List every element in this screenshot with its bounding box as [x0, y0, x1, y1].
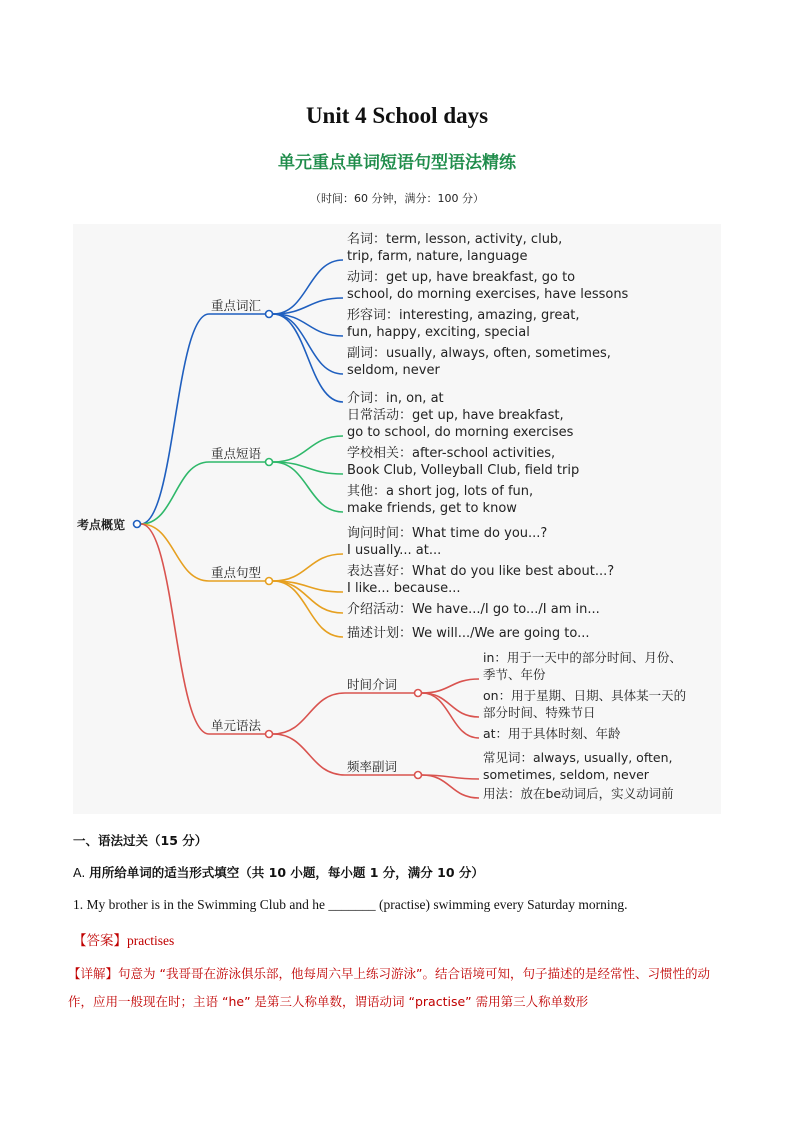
time-score-note: （时间：60 分钟，满分：100 分） [310, 192, 484, 205]
leaf-text: 学校相关：after-school activities, [347, 446, 556, 461]
leaf-text: 介词：in, on, at [347, 391, 444, 406]
detail-explanation [68, 960, 718, 1016]
leaf-text: I like... because... [347, 581, 461, 596]
leaf-text: I usually... at... [347, 543, 442, 558]
branch-connector [273, 581, 343, 637]
section-heading: 一、语法过关（15 分） [73, 833, 208, 848]
node-dot [415, 690, 422, 697]
sub-branch-label-1: 时间介词 [347, 677, 398, 692]
mind-map-svg [73, 224, 721, 814]
detail-label: 【详解】 [68, 966, 119, 981]
document-title: Unit 4 School days [305, 103, 489, 128]
leaf-text: 用法：放在be动词后，实义动词前 [483, 786, 674, 801]
branch-connector [273, 734, 345, 775]
node-dot [266, 578, 273, 585]
branch-connector [141, 462, 209, 524]
branch-connector [273, 436, 343, 462]
branch-label-4: 单元语法 [211, 718, 262, 733]
answer-line [73, 929, 174, 949]
branch-label-3: 重点句型 [211, 565, 262, 580]
leaf-text: in：用于一天中的部分时间、月份、 [483, 650, 682, 665]
branch-label-1: 重点词汇 [211, 298, 262, 313]
branch-connector [273, 554, 343, 581]
leaf-text: 其他：a short jog, lots of fun, [347, 484, 534, 499]
leaf-text: 动词：get up, have breakfast, go to [347, 270, 576, 285]
leaf-text: trip, farm, nature, language [347, 249, 528, 264]
leaf-text: 表达喜好：What do you like best about...? [347, 564, 615, 579]
leaf-text: 询问时间：What time do you...? [347, 526, 548, 541]
leaf-text: 名词：term, lesson, activity, club, [347, 232, 563, 247]
branch-connector [273, 462, 343, 512]
leaf-text: seldom, never [347, 363, 440, 378]
leaf-text: Book Club, Volleyball Club, field trip [347, 463, 580, 478]
leaf-text: 描述计划：We will.../We are going to... [347, 626, 590, 641]
answer-label: 【答案】 [73, 933, 127, 948]
leaf-text: 常见词：always, usually, often, [483, 750, 673, 765]
part-a-instruction [73, 863, 484, 881]
branch-connector [273, 314, 343, 374]
part-a-text: 用所给单词的适当形式填空（共 10 小题，每小题 1 分，满分 10 分） [89, 865, 484, 880]
leaf-text: sometimes, seldom, never [483, 767, 649, 782]
branch-connector [273, 693, 345, 734]
leaf-text: 日常活动：get up, have breakfast, [347, 408, 564, 423]
node-dot [266, 459, 273, 466]
detail-text: 句意为 “我哥哥在游泳俱乐部，他每周六早上练习游泳”。结合语境可知，句子描述的是经常性、习惯性的动作，应用一般现在时；主语 “he” 是第三人称单数，谓语动词 “practise” 需用第三人称单数形 [68, 966, 710, 1009]
root-label: 考点概览 [77, 518, 126, 532]
document-subtitle: 单元重点单词短语句型语法精练 [278, 153, 516, 173]
leaf-text: 介绍活动：We have.../I go to.../I am in... [347, 602, 600, 617]
node-dot [266, 311, 273, 318]
leaf-text: go to school, do morning exercises [347, 425, 574, 440]
leaf-text: at：用于具体时刻、年龄 [483, 726, 621, 741]
part-a-letter: A. [73, 865, 86, 880]
leaf-text: make friends, get to know [347, 501, 517, 516]
mind-map [73, 224, 721, 814]
node-dot [134, 521, 141, 528]
leaf-text: school, do morning exercises, have lessons [347, 287, 629, 302]
node-dot [266, 731, 273, 738]
branch-connector [273, 314, 343, 402]
leaf-text: 季节、年份 [483, 667, 546, 682]
sub-branch-label-2: 频率副词 [347, 759, 398, 774]
leaf-text: on：用于星期、日期、具体某一天的 [483, 688, 687, 703]
node-dot [415, 772, 422, 779]
leaf-text: 部分时间、特殊节日 [483, 705, 596, 720]
answer-value: practises [127, 933, 175, 948]
leaf-text: fun, happy, exciting, special [347, 325, 530, 340]
question-1: 1. My brother is in the Swimming Club and he _______ (practise) swimming every Saturday morning. [73, 897, 628, 912]
leaf-text: 形容词：interesting, amazing, great, [347, 308, 580, 323]
branch-connector [422, 679, 479, 693]
branch-connector [141, 524, 209, 734]
branch-label-2: 重点短语 [211, 446, 262, 461]
leaf-text: 副词：usually, always, often, sometimes, [347, 346, 611, 361]
branch-connector [422, 693, 479, 717]
